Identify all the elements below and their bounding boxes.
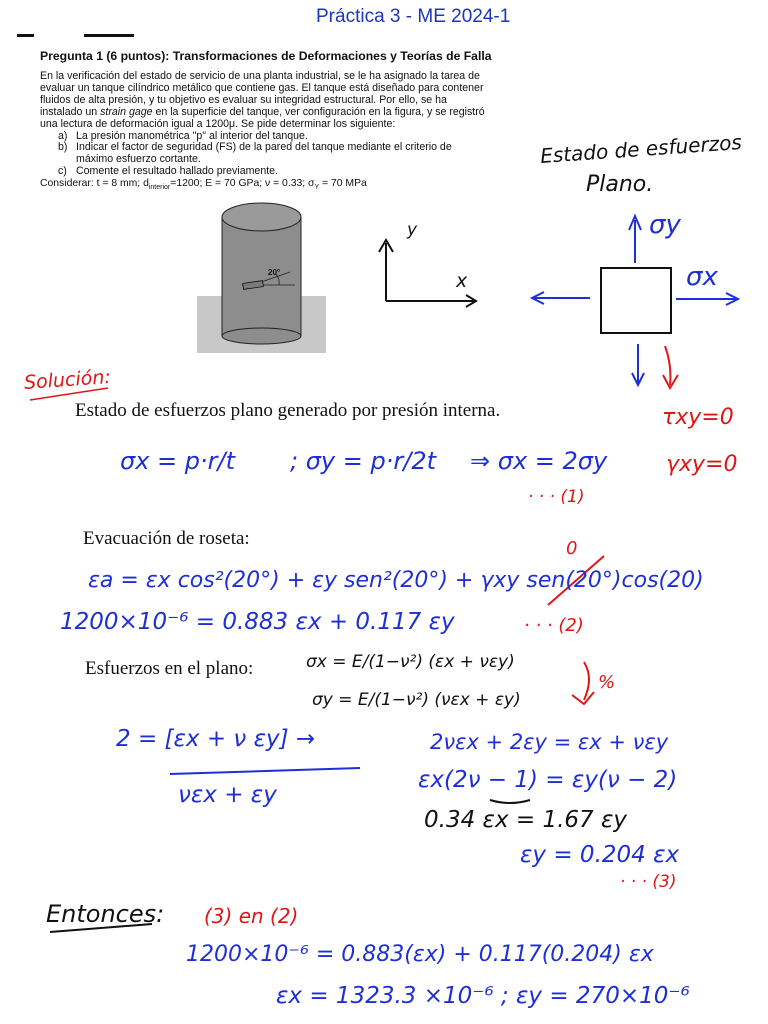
tag-1: · · · (1) [528, 487, 585, 507]
stress-state-title-2: Plano. [586, 172, 654, 197]
solution-line-1: Estado de esfuerzos plano generado por presión interna. [75, 400, 501, 421]
eq-final-1: 1200×10⁻⁶ = 0.883(εx) + 0.117(0.204) εx [186, 942, 654, 967]
axis-y-label: y [407, 220, 418, 240]
step-3: 0.34 εx = 1.67 εy [424, 807, 628, 833]
eq-final-2: εx = 1323.3 ×10⁻⁶ ; εy = 270×10⁻⁶ [276, 983, 690, 1009]
eq1-right: ⇒ σx = 2σy [470, 447, 608, 475]
plane-heading: Esfuerzos en el plano: [85, 658, 254, 679]
angle-label: 20° [268, 268, 281, 277]
entonces-label: Entonces: [46, 900, 165, 928]
ratio-numerator: 2 = [εx + ν εy] → [116, 726, 316, 752]
list-item: b) Indicar el factor de seguridad (FS) de la pared del tanque mediante el criterio de máximo esfuerzo cortante. [58, 141, 452, 166]
gxy-label: γxy=0 [666, 452, 738, 477]
step-2: εx(2ν − 1) = εy(ν − 2) [418, 767, 678, 793]
step-4: εy = 0.204 εx [520, 842, 680, 868]
percent-mark: % [598, 672, 616, 693]
substitution-note: (3) en (2) [204, 904, 299, 928]
axis-x-label: x [456, 270, 468, 292]
sigma-y-label: σy [649, 210, 681, 240]
eq1-left: σx = p·r/t [120, 447, 236, 475]
sigma-y-formula: σy = E/(1−ν²) (νεx + εy) [312, 690, 521, 710]
strain-gage-term: strain gage [100, 105, 153, 118]
question-heading: Pregunta 1 (6 puntos): Transformaciones de Deformaciones y Teorías de Falla [40, 49, 492, 63]
ratio-denominator: νεx + εy [178, 782, 277, 808]
sigma-x-formula: σx = E/(1−ν²) (εx + νεy) [306, 652, 515, 672]
page-title: Práctica 3 - ME 2024-1 [316, 6, 511, 27]
question-paragraph: En la verificación del estado de servicio de una planta industrial, se le ha asignado la tarea de evaluar un tanque cilíndrico metálico que contiene gas. El tanque está diseñado para contener fluidos de alta presión, y tu objetivo es evaluar su integridad estructural. Por ello, se ha instalado un strain gage en la superficie del tanque, ver configuración en la figura, y se registró una lectura de deformación igual a 1200μ. Se pide determinar los siguiente: [40, 70, 485, 130]
eq3-strain: 1200×10⁻⁶ = 0.883 εx + 0.117 εy [60, 609, 455, 635]
list-item: a) La presión manométrica "p" al interior del tanque. [58, 129, 308, 142]
tag-3: · · · (3) [620, 872, 677, 892]
rosette-heading: Evacuación de roseta: [83, 528, 250, 549]
consider-line: Considerar: t = 8 mm; $d_{interior}=1200$; E = 70 GPa; ν = 0.33; $\sigma_Y = 70$ MPa [40, 178, 367, 192]
stress-state-title-1: Estado de esfuerzos [539, 129, 743, 169]
eq2-rosette: εa = εx cos²(20°) + εy sen²(20°) + γxy sen(20°)cos(20) [88, 568, 704, 593]
list-item: c) Comente el resultado hallado previamente. [58, 165, 278, 178]
step-1: 2νεx + 2εy = εx + νεy [430, 730, 669, 754]
tag-2: · · · (2) [524, 615, 584, 636]
solution-label: Solución: [23, 365, 112, 395]
txy-label: τxy=0 [662, 405, 734, 430]
gamma-zero-mark: 0 [566, 538, 578, 559]
sigma-x-label: σx [686, 262, 718, 292]
eq1-mid: ; σy = p·r/2t [290, 447, 436, 475]
